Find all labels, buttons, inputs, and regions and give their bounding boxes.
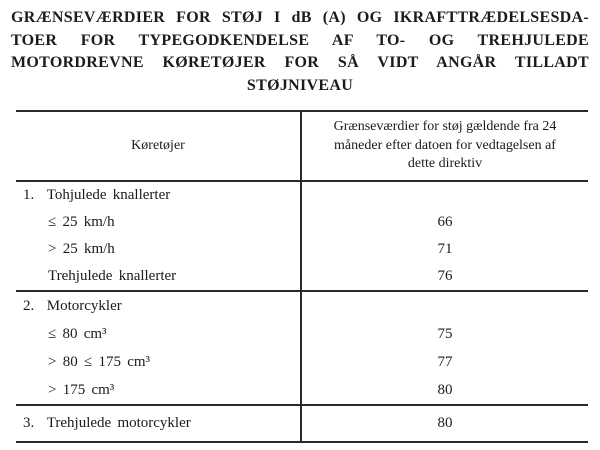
column-header-vehicles [16, 112, 302, 180]
limit-value-cell: 75 [437, 325, 453, 342]
title-line-1: GRÆNSEVÆRDIER FOR STØJ I dB (A) OG IKRAFTTRÆDELSESDA- [11, 9, 589, 26]
table-section-tricycles [16, 404, 588, 441]
column-header-limits-line-3: dette direktiv [407, 156, 483, 172]
column-header-vehicles-label: Køretøjer [131, 137, 185, 153]
vehicle-label-cell: Trehjulede knallerter [16, 263, 302, 290]
vehicle-label-cell: 1. Tohjulede knallerter [16, 182, 302, 209]
limit-value-cell: 77 [437, 353, 453, 370]
table-section-mopeds [16, 182, 588, 290]
table-row [16, 263, 588, 290]
table-header-row [16, 112, 588, 182]
table-row [16, 236, 588, 263]
table-row [16, 209, 588, 236]
limit-value-cell: 71 [437, 241, 453, 257]
column-header-limits-line-1: Grænseværdier for støj gældende fra 24 [333, 119, 557, 135]
vehicle-label-cell: ≤ 25 km/h [16, 209, 302, 236]
column-header-limits [302, 112, 588, 180]
vehicle-label-cell: ≤ 80 cm³ [16, 320, 302, 348]
table-row [16, 320, 588, 348]
title-line-2: TOER FOR TYPEGODKENDELSE AF TO- OG TREHJULEDE [11, 31, 589, 49]
limit-value-cell [302, 292, 588, 320]
title-line-4: STØJNIVEAU [246, 76, 354, 94]
limit-value-cell [302, 182, 588, 209]
limit-value-cell: 66 [437, 214, 453, 230]
table-row [16, 348, 588, 376]
limit-value-cell: 80 [437, 381, 453, 398]
vehicle-label-cell: > 80 ≤ 175 cm³ [16, 348, 302, 376]
table-row [16, 376, 588, 404]
vehicle-label-cell: > 25 km/h [16, 236, 302, 263]
table-section-motorcycles [16, 290, 588, 404]
column-header-limits-line-2: måneder efter datoen for vedtagelsen af [334, 137, 556, 153]
limit-value-cell: 80 [437, 415, 453, 431]
limit-value-cell: 76 [437, 268, 453, 284]
noise-limits-table [16, 110, 588, 443]
vehicle-label-cell: 2. Motorcykler [16, 292, 302, 320]
document-title [11, 7, 589, 97]
table-row [16, 182, 588, 209]
table-row [16, 292, 588, 320]
vehicle-label-cell: > 175 cm³ [16, 376, 302, 404]
vehicle-label-cell: 3. Trehjulede motorcykler [16, 406, 302, 441]
table-row [16, 406, 588, 441]
title-line-3: MOTORDREVNE KØRETØJER FOR SÅ VIDT ANGÅR TILLADT [11, 54, 589, 71]
